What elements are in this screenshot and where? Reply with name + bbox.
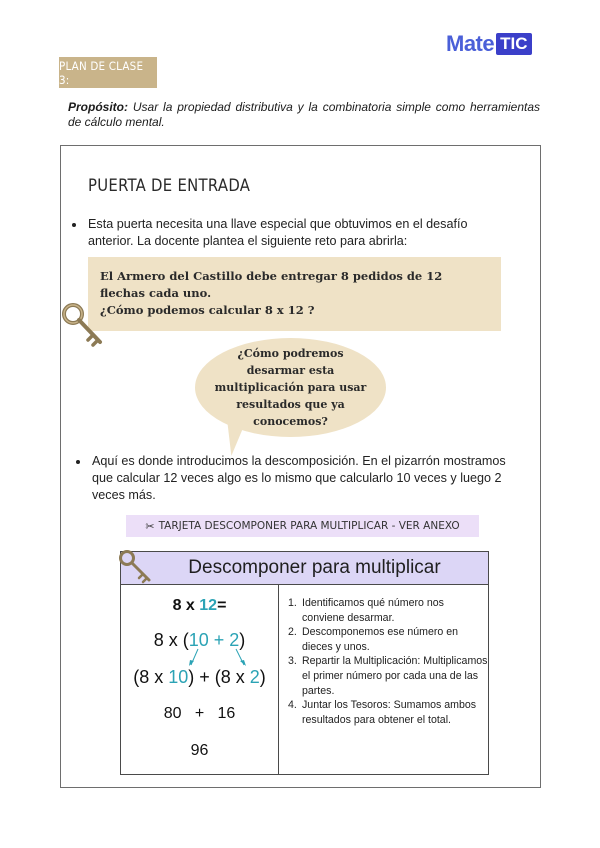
purpose-paragraph: [68, 100, 540, 130]
purpose-text: Usar la propiedad distributiva y la combinatoria simple como herramientas de cálculo mental.: [68, 100, 540, 129]
card-key-icon: [118, 549, 156, 586]
math-text: ) + (8 x: [188, 667, 250, 687]
bullet-item-decomposition: [92, 453, 512, 504]
math-text: 8 x (: [153, 630, 189, 650]
list-item: [288, 625, 488, 654]
plan-tag: PLAN DE CLASE 3:: [59, 57, 157, 88]
callout-line-1: El Armero del Castillo debe entregar 8 pedidos de 12 flechas cada uno.: [100, 269, 443, 300]
math-text: ): [259, 667, 266, 687]
bullet-text: Aquí es donde introducimos la descomposición. En el pizarrón mostramos que calcular 12 veces algo es lo mismo que calcularlo 10 veces y luego 2 veces más.: [92, 454, 506, 502]
brand-name: Mate: [446, 31, 495, 56]
step-number: 2.: [288, 626, 297, 639]
decomposition-card: [120, 551, 489, 775]
card-title: Descomponer para multiplicar: [121, 552, 488, 585]
card-divider: [278, 585, 279, 774]
bullet-item-intro: [88, 216, 508, 250]
math-line-4: 80 + 16: [163, 705, 236, 722]
key-icon: [60, 302, 110, 350]
speech-bubble: ¿Cómo podremos desarmar esta multiplicación para usar resultados que ya conocemos?: [195, 338, 386, 437]
list-item: [288, 596, 488, 625]
math-text: (8 x: [133, 667, 169, 687]
math-line-5: 96: [190, 742, 209, 759]
list-item: [288, 654, 488, 698]
step-text: Repartir la Multiplicación: Multiplicamos el primer número por cada una de las partes.: [302, 655, 488, 697]
step-text: Juntar los Tesoros: Sumamos ambos resultados para obtener el total.: [302, 699, 477, 726]
bullet-text: Esta puerta necesita una llave especial que obtuvimos en el desafío anterior. La docente plantea el siguiente reto para abrirla:: [88, 217, 468, 248]
brand-logo: [446, 31, 532, 57]
section-title: PUERTA DE ENTRADA: [88, 176, 251, 195]
math-text: 8 x: [172, 597, 200, 614]
bullet-dot: [76, 460, 80, 464]
math-highlight: 12: [199, 597, 218, 614]
step-text: Descomponemos ese número en dieces y unos.: [302, 626, 459, 653]
scissors-icon: ✂: [145, 519, 155, 533]
step-number: 1.: [288, 597, 297, 609]
math-text: =: [217, 597, 227, 614]
list-item: [288, 698, 488, 727]
steps-list: [288, 596, 488, 727]
purpose-label: Propósito:: [68, 100, 128, 114]
step-number: 4.: [288, 699, 297, 712]
distribute-arrows-icon: [121, 647, 278, 669]
math-line-3: [121, 667, 278, 688]
annex-text: TARJETA DESCOMPONER PARA MULTIPLICAR - VER ANEXO: [158, 520, 460, 532]
math-highlight: 2: [249, 667, 260, 687]
step-number: 3.: [288, 655, 297, 668]
annex-banner: [126, 515, 479, 537]
math-highlight: 10: [168, 667, 189, 687]
math-text: ): [239, 630, 246, 650]
step-text: Identificamos qué número nos conviene desarmar.: [302, 597, 444, 624]
brand-badge: TIC: [496, 33, 531, 55]
bullet-dot: [72, 223, 76, 227]
math-line-1: [121, 597, 278, 615]
challenge-callout: [88, 257, 501, 331]
math-highlight: 10 + 2: [188, 630, 240, 650]
callout-line-2: ¿Cómo podemos calcular 8 x 12 ?: [100, 303, 315, 317]
